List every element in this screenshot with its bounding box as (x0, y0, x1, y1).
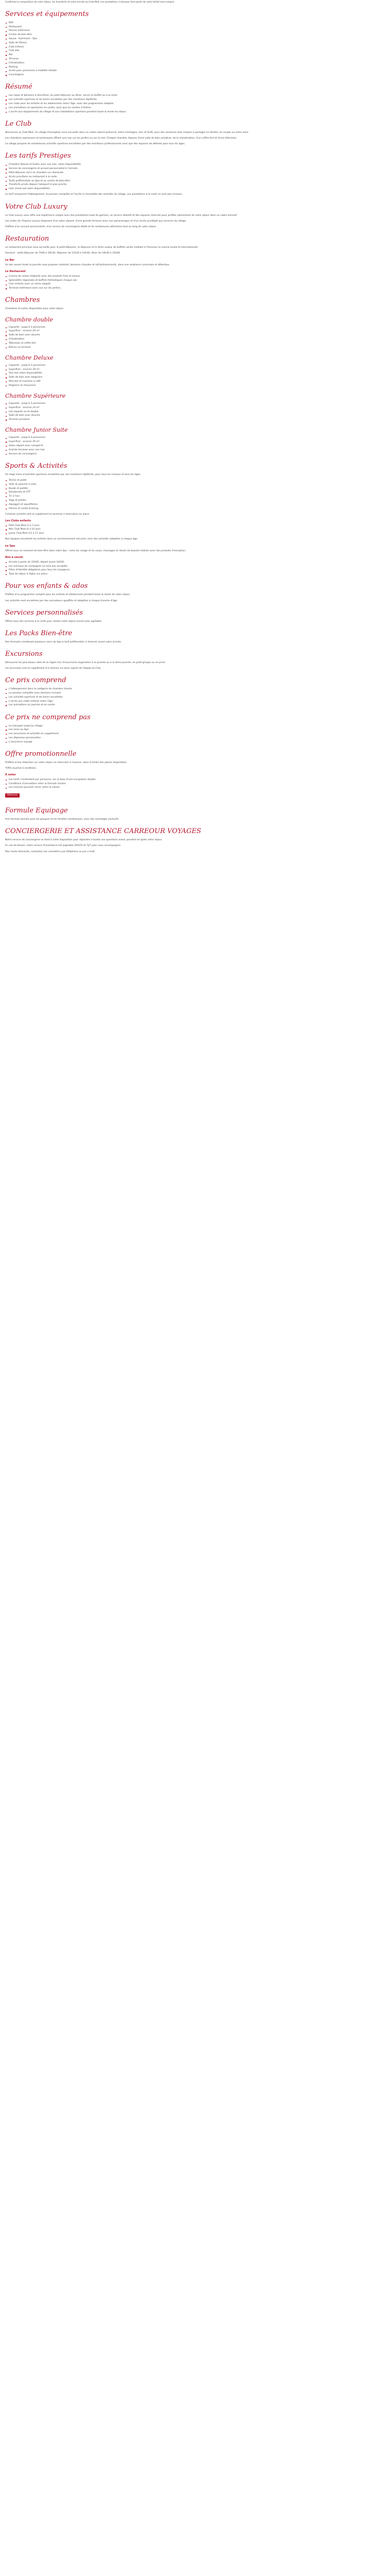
list-item: Les animations en journée et en soirée (5, 704, 386, 707)
list-item: Le transport jusqu'au village (5, 725, 386, 728)
section-title-conciergerie: CONCIERGERIE ET ASSISTANCE CARREOUR VOYAGES (5, 827, 201, 836)
list-item: Salle de bain avec douche (5, 414, 386, 417)
list-item: Les activités sportives et de loisirs encadrées (5, 696, 386, 699)
list-item: L'hébergement dans la catégorie de chambre choisie (5, 688, 386, 691)
room-features-superieure (5, 402, 386, 421)
list-item: Petit-déjeuner servi en chambre sur demande. (5, 172, 386, 175)
list-item: Les tarifs s'entendent par personne, sur la base d'une occupation double. (5, 778, 386, 782)
list-item: Taxe de séjour à régler sur place. (5, 573, 386, 576)
list-item: Parking (5, 66, 386, 69)
list-item: Accès pour personnes à mobilité réduite (5, 70, 386, 73)
non-compris-list (5, 725, 386, 744)
list-item: Conditions d'annulation selon la formule choisie. (5, 783, 386, 786)
section-title-votre-club: Votre Club Luxury (5, 202, 68, 211)
list-item: Pièce d'identité obligatoire pour tous les voyageurs. (5, 569, 386, 572)
enfants-list (5, 524, 386, 536)
paragraph: Un large choix d'activités sportives encadrées par nos moniteurs diplômés, pour tous les niveaux et tous les âges. (5, 473, 141, 476)
list-item: Balcon ou terrasse (5, 346, 386, 349)
list-item: Télévision et coffre-fort (5, 342, 386, 345)
paragraph: Les suites de l'Espace Luxury disposent d'un salon séparé, d'une grande terrasse avec vue panoramique et d'un accès privilégié aux services du village. (5, 219, 187, 223)
room-title-superieure: Chambre Supérieure (5, 392, 66, 399)
room-title-deluxe: Chambre Deluxe (5, 354, 54, 361)
list-item: Spécialités régionales et buffets thématiques chaque soir. (5, 279, 386, 282)
list-item: Accès prioritaire au restaurant à la carte. (5, 176, 386, 179)
section-title-restauration: Restauration (5, 235, 50, 243)
paragraph: Découvrez les plus beaux sites de la région lors d'excursions organisées à la journée ou à la demi-journée, en petit groupe ou en privé. (5, 662, 166, 665)
paragraph: Les chambres spacieuses et lumineuses offrent une vue sur les jardins ou sur la mer. Chaque chambre dispose d'une salle de bain privative, de la climatisation, d'un coffre-fort et d'une télévision. (5, 137, 237, 140)
list-item: Climatisation (5, 62, 386, 65)
paragraph: Profitez d'un programme complet pour les enfants et adolescents pendant toute la durée de votre séjour. (5, 594, 131, 597)
avoir-list (5, 778, 386, 790)
list-item: Mini-bar et machine à café (5, 380, 386, 383)
restaurant-list (5, 275, 386, 291)
list-item: Service de conciergerie et accueil personnalisé à l'arrivée. (5, 167, 386, 171)
list-item: Service de conciergerie (5, 453, 386, 456)
room-features-junior (5, 436, 386, 455)
list-item: Terrasse extérieure avec vue sur les jardins. (5, 287, 386, 290)
list-item: Terrasse (5, 58, 386, 61)
list-item: La pension complète avec boissons incluses (5, 692, 386, 695)
paragraph: Offrez-vous des services à la carte pour rendre votre séjour encore plus agréable. (5, 620, 102, 623)
list-item: Superficie : environ 28 m² (5, 368, 386, 371)
list-item: Grande terrasse avec vue mer (5, 449, 386, 452)
room-title-double: Chambre double (5, 316, 53, 323)
list-item: Vue mer selon disponibilités (5, 372, 386, 375)
good-list (5, 561, 386, 577)
subsection-title-bar: Le Bar (5, 258, 14, 262)
paragraph: Le village propose de nombreuses activités sportives encadrées par des moniteurs professionnels ainsi que des espaces de détente pour tous les âges. (5, 143, 186, 146)
paragraph: Des formules combinant plusieurs soins du Spa à tarif préférentiel, à réserver avant votre arrivée. (5, 640, 122, 643)
list-item: Tir à l'arc (5, 495, 386, 498)
list-item: Club ado (5, 49, 386, 53)
list-item: Petit Club Med (2 à 3 ans) (5, 524, 386, 528)
section-title-services-perso: Services personnalisés (5, 608, 83, 617)
list-item: Wifi (5, 22, 386, 25)
section-title-sejour: Pour vos enfants & ados (5, 582, 88, 590)
list-item: Yoga et pilates (5, 499, 386, 502)
list-item: Salle de bain avec baignoire (5, 376, 386, 379)
subsection-title-restaurant: Le Restaurant (5, 269, 26, 273)
list-item: Chambre Deluxe et Suites avec vue mer, selon disponibilités. (5, 163, 386, 166)
section-title-formule: Formule Equipage (5, 806, 68, 815)
subsection-title-spa: Le Spa (5, 544, 15, 548)
note: Les excursions sont en supplément et à réserver sur place auprès de l'équipe du Club. (5, 667, 102, 670)
section-title-sports: Sports & Activités (5, 462, 68, 470)
paragraph: Horaires : petit-déjeuner de 7h00 à 10h30, déjeuner de 12h30 à 14h30, dîner de 19h30 à 22h00. (5, 252, 121, 255)
list-item: Tennis et padel (5, 479, 386, 482)
list-item: Late check-out selon disponibilités. (5, 188, 386, 191)
list-item: Les excursions et activités en supplément (5, 733, 386, 736)
list-item: Fitness et cardio-training (5, 507, 386, 511)
list-item: Aquagym et aquafitness (5, 503, 386, 506)
list-item: Randonnée et VTT (5, 491, 386, 494)
services-list (5, 22, 386, 77)
subsection-title-avoir: À noter (5, 773, 16, 776)
list-item: Les animaux de compagnie ne sont pas acceptés. (5, 565, 386, 568)
paragraph: Le Club Luxury vous offre une expérience unique avec des prestations haut de gamme, un service attentif et des espaces réservés pour profiter pleinement de votre séjour dans un cadre exclusif. (5, 214, 238, 217)
list-item: Mini Club Med (4 à 10 ans) (5, 528, 386, 531)
list-item: Sauna - Hammam - Spa (5, 38, 386, 41)
section-title-packs: Les Packs Bien-être (5, 629, 72, 637)
list-item: Restaurant (5, 26, 386, 29)
list-item: L'accès aux clubs enfants selon l'âge (5, 700, 386, 703)
list-item: Voile et planche à voile (5, 483, 386, 486)
note: Le tarif comprend l'hébergement, la pension complète et l'accès à l'ensemble des activités du village. Les prestations à la carte ne sont pas incluses. (5, 193, 183, 196)
note: *Offre soumise à conditions. (5, 767, 37, 770)
section-title-services: Services et équipements (5, 10, 89, 18)
reserve-link[interactable]: Réserver (5, 793, 20, 798)
list-item: Superficie : environ 40 m² (5, 440, 386, 444)
room-features-double (5, 326, 386, 349)
room-features-deluxe (5, 364, 386, 387)
section-title-resume: Résumé (5, 83, 32, 91)
section-title-excursions: Excursions (5, 650, 43, 658)
list-item: Terrasse privative (5, 418, 386, 421)
list-item: Kayak et paddle (5, 487, 386, 490)
paragraph: Le restaurant principal vous accueille pour le petit-déjeuner, le déjeuner et le dîner autour de buffets variés mettant à l'honneur la cuisine locale et internationale. (5, 246, 199, 249)
paragraph: Pour toute demande, contactez nos conseillers par téléphone ou par e-mail. (5, 850, 95, 853)
subsection-title-enfants: Les Clubs enfants (5, 519, 31, 522)
section-title-offre: Offre promotionnelle (5, 750, 77, 758)
paragraph: En cas de besoin, notre service d'assistance est joignable 24h/24 et 7j/7 pour vous accompagner. (5, 844, 121, 848)
list-item: Peignoirs et chaussons (5, 384, 386, 387)
note: Nos équipes encadrent les enfants dans un environnement sécurisé, avec des activités adaptées à chaque âge. (5, 538, 138, 541)
list-item: L'assurance voyage (5, 741, 386, 744)
tarifs-list (5, 163, 386, 191)
paragraph: Bienvenue au Club Med. Ce village d'exception vous accueille dans un cadre naturel préservé, entre montagne, mer et forêt, pour des vacances tout compris à partager en famille, en couple ou entre amis. (5, 131, 249, 134)
paragraph: Les activités sont encadrées par des animateurs qualifiés et adaptées à chaque tranche d'âge. (5, 599, 118, 602)
paragraph: Offrez-vous un moment de bien-être dans notre Spa : soins du visage et du corps, massages et rituels de beauté réalisés avec des produits d'exception. (5, 549, 186, 552)
list-item: Lits séparés ou lit double (5, 411, 386, 414)
list-item: Salon séparé avec canapé-lit (5, 445, 386, 448)
list-item: Coin enfants avec un menu adapté. (5, 283, 386, 286)
list-item: Centre de bien-être (5, 33, 386, 37)
room-title-junior: Chambre Junior Suite (5, 427, 68, 434)
note: Certaines activités sont en supplément et soumises à réservation sur place. (5, 513, 90, 516)
paragraph: Notre service de conciergerie se tient à votre disposition pour répondre à toutes vos questions avant, pendant et après votre séjour. (5, 839, 162, 842)
subsection-title-good: Bon à savoir (5, 555, 23, 559)
list-item: Capacité : jusqu'à 3 personnes (5, 402, 386, 405)
section-title-tarifs: Les tarifs Prestiges (5, 152, 71, 160)
list-item: Capacité : jusqu'à 4 personnes (5, 436, 386, 439)
list-item: Capacité : jusqu'à 2 personnes (5, 326, 386, 329)
list-item: Arrivée à partir de 15h00, départ avant 10h00. (5, 561, 386, 564)
list-item: Superficie : environ 24 m² (5, 406, 386, 410)
list-item: Les clubs pour les enfants et les adolescents selon l'âge, avec des programmes adaptés. (5, 103, 386, 106)
intro-text: Confirmez la composition de votre séjour, les transferts et votre arrivée au Club Med. Les prestations ci-dessous font partie de votre forfait tout compris. (5, 1, 175, 4)
paragraph: Un bar ouvert toute la journée vous propose cocktails, boissons chaudes et rafraîchissements, dans une ambiance conviviale et détendue. (5, 263, 170, 266)
list-item: Bar (5, 54, 386, 57)
list-item: Les animations et spectacles en soirée, ainsi que les soirées à thème. (5, 107, 386, 110)
list-item: Transferts privés depuis l'aéroport le plus proche. (5, 183, 386, 187)
list-item: Les soins au Spa (5, 728, 386, 732)
list-item: Salle de fitness (5, 42, 386, 45)
list-item: Salle de bain avec douche (5, 334, 386, 337)
list-item: Junior Club Med (11 à 17 ans) (5, 532, 386, 535)
list-item: Capacité : jusqu'à 3 personnes (5, 364, 386, 367)
list-item: Piscine extérieure (5, 29, 386, 32)
list-item: L'accès aux équipements du village et aux installations sportives pendant toute la durée du séjour. (5, 111, 386, 114)
list-item: Les repas et boissons à discrétion, du petit-déjeuner au dîner, servis en buffet ou à la carte. (5, 94, 386, 97)
list-item: Conciergerie (5, 74, 386, 77)
list-item: Les activités sportives et de loisirs encadrées par des moniteurs diplômés. (5, 98, 386, 101)
paragraph: Une formule pensée pour les groupes et les familles nombreuses, avec des avantages exclusifs. (5, 818, 120, 821)
list-item: Superficie : environ 20 m² (5, 330, 386, 333)
section-title-club: Le Club (5, 120, 32, 128)
section-title-compris: Ce prix comprend (5, 676, 67, 685)
sports-list (5, 479, 386, 511)
paragraph: Chambres et suites disponibles pour votre séjour. (5, 308, 64, 311)
list-item: Climatisation (5, 338, 386, 341)
resume-list (5, 94, 386, 113)
section-title-chambres: Chambres (5, 296, 40, 304)
paragraph: Profitez d'une réduction sur votre séjour en réservant à l'avance, dans la limite des places disponibles. (5, 761, 127, 764)
list-item: Club enfants (5, 46, 386, 49)
list-item: Les dépenses personnelles (5, 737, 386, 740)
section-title-non-compris: Ce prix ne comprend pas (5, 713, 91, 721)
compris-list (5, 688, 386, 707)
list-item: Les horaires peuvent varier selon la saison. (5, 786, 386, 789)
paragraph: Profitez d'un accueil personnalisé, d'un service de conciergerie dédié et de nombreuses attentions tout au long de votre séjour. (5, 225, 157, 228)
list-item: Cuisine de saison élaborée avec des produits frais et locaux. (5, 275, 386, 278)
list-item: Tarifs préférentiels au Spa et au centre de bien-être. (5, 180, 386, 183)
